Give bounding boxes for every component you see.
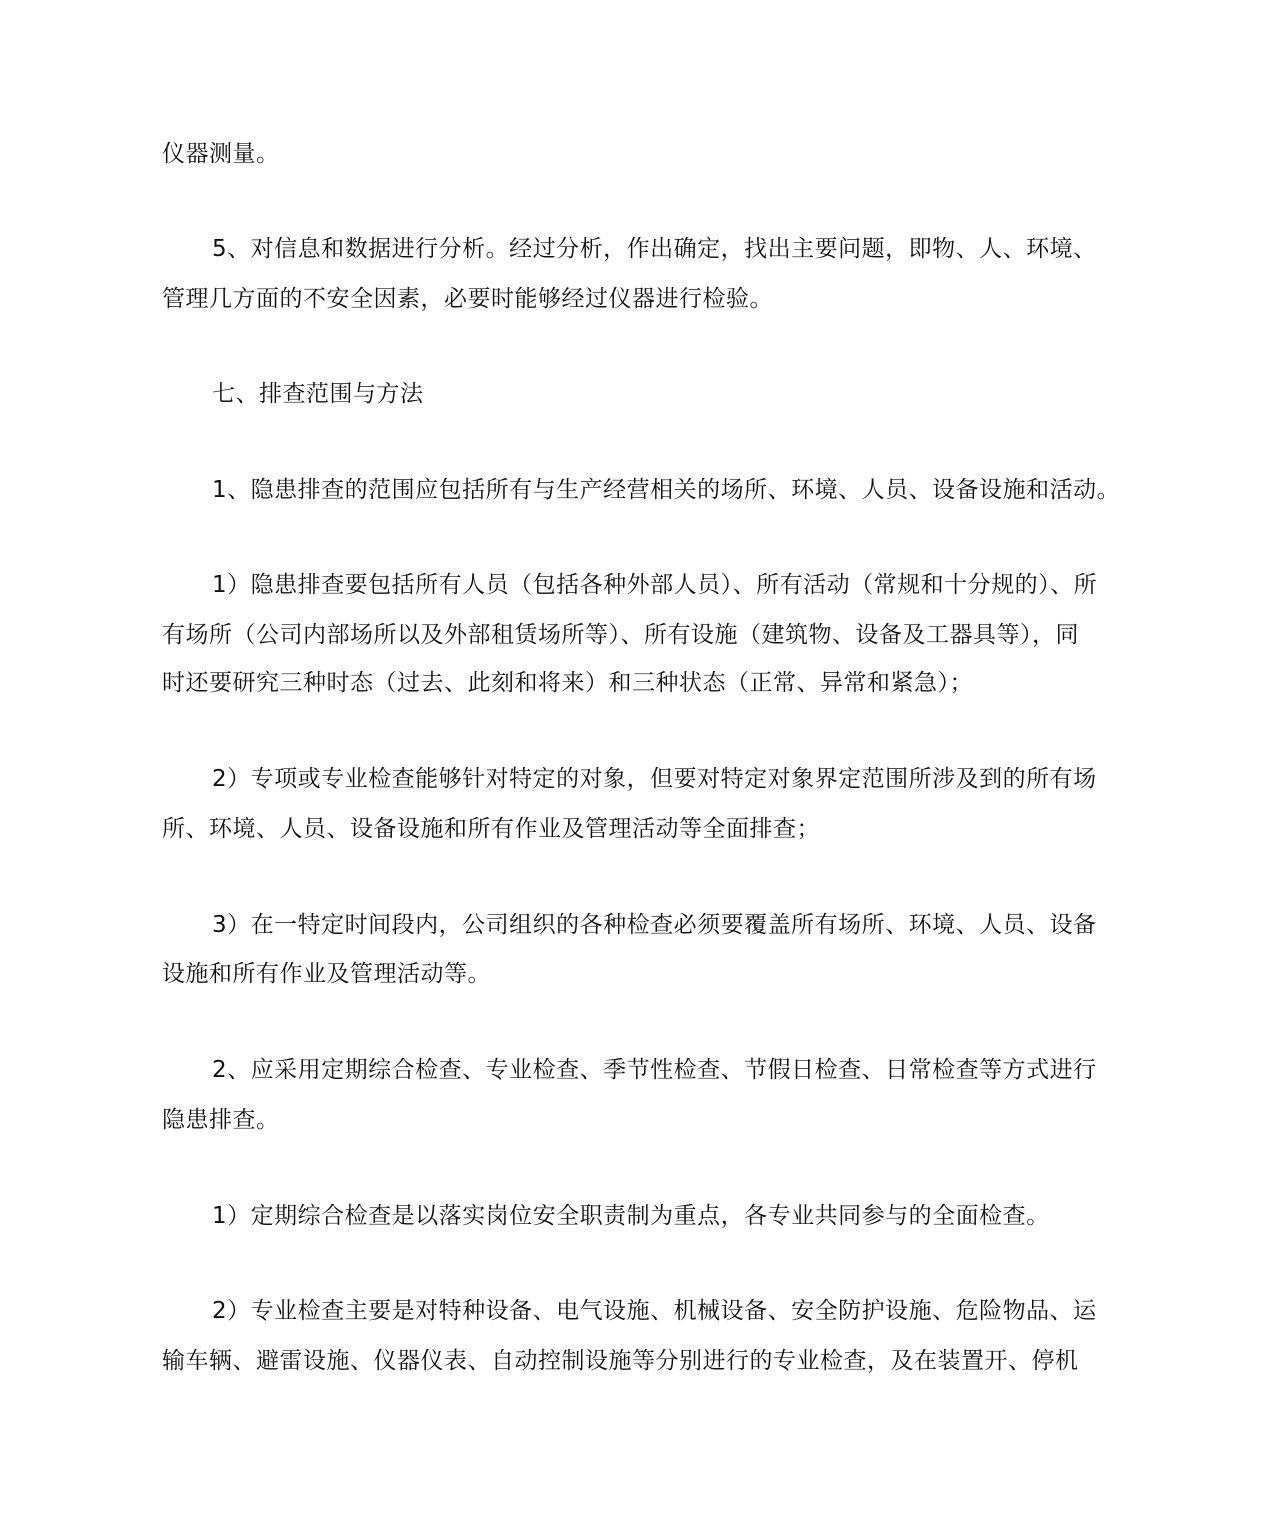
- paragraph-method-2-item-2: 2）专业检查主要是对特种设备、电气设施、机械设备、安全防护设施、危险物品、运: [212, 1298, 1097, 1324]
- paragraph-method-2-item-1: 1）定期综合检查是以落实岗位安全职责制为重点，各专业共同参与的全面检查。: [212, 1203, 1050, 1229]
- text-line: 隐患排查。: [162, 1107, 280, 1133]
- text-line: 设施和所有作业及管理活动等。: [162, 961, 491, 987]
- paragraph-method-2: 2、应采用定期综合检查、专业检查、季节性检查、节假日检查、日常检查等方式进行: [212, 1057, 1097, 1083]
- paragraph-step-5: 5、对信息和数据进行分析。经过分析，作出确定，找出主要问题，即物、人、环境、: [212, 236, 1097, 262]
- paragraph-scope-1-item-3: 3）在一特定时间段内，公司组织的各种检查必须要覆盖所有场所、环境、人员、设备: [212, 912, 1097, 938]
- section-heading-7: 七、排查范围与方法: [212, 381, 424, 407]
- paragraph-scope-1: 1、隐患排查的范围应包括所有与生产经营相关的场所、环境、人员、设备设施和活动。: [212, 477, 1121, 503]
- text-line-continuation: 仪器测量。: [162, 141, 280, 167]
- paragraph-scope-1-item-1: 1）隐患排查要包括所有人员（包括各种外部人员）、所有活动（常规和十分规的）、所: [212, 572, 1098, 598]
- paragraph-scope-1-item-2: 2）专项或专业检查能够针对特定的对象，但要对特定对象界定范围所涉及到的所有场: [212, 766, 1097, 792]
- text-line: 所、环境、人员、设备设施和所有作业及管理活动等全面排查；: [162, 816, 820, 842]
- text-line: 输车辆、避雷设施、仪器仪表、自动控制设施等分别进行的专业检查，及在装置开、停机: [162, 1348, 1079, 1374]
- text-line: 管理几方面的不安全因素，必要时能够经过仪器进行检验。: [162, 286, 773, 312]
- text-line: 时还要研究三种时态（过去、此刻和将来）和三种状态（正常、异常和紧急）；: [162, 670, 973, 696]
- text-line: 有场所（公司内部场所以及外部租赁场所等）、所有设施（建筑物、设备及工器具等），同: [162, 622, 1079, 648]
